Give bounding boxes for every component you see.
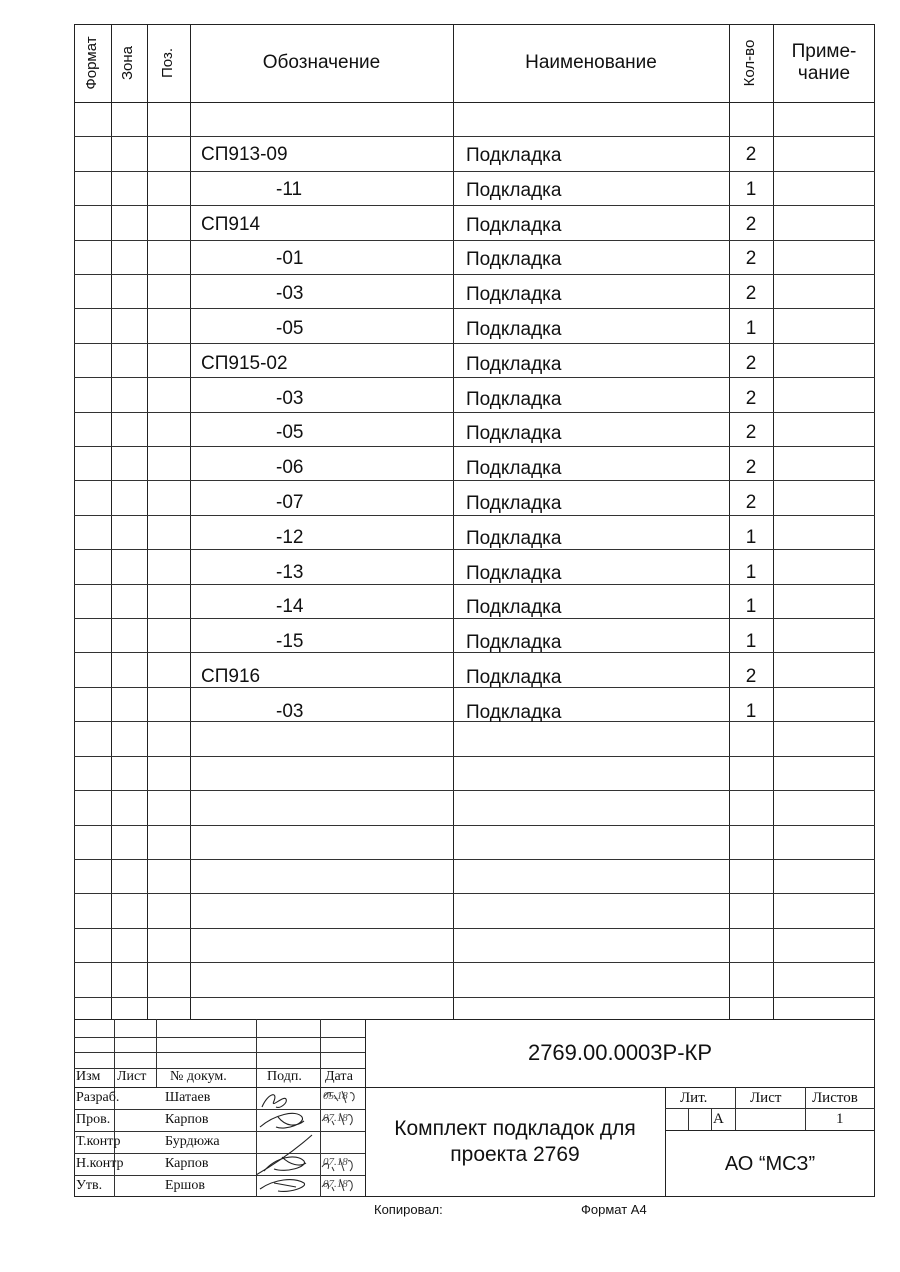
row-name: Подкладка <box>466 389 562 410</box>
tb-col-list: Лист <box>117 1069 147 1084</box>
row-name: Подкладка <box>466 180 562 201</box>
document-title-line2: проекта 2769 <box>450 1143 580 1166</box>
row-name: Подкладка <box>466 702 562 723</box>
footer-copied: Копировал: <box>374 1202 443 1217</box>
tb-line <box>665 1108 875 1109</box>
row-qty: 2 <box>745 388 757 409</box>
col-line <box>190 24 191 1019</box>
document-title-line1: Комплект подкладок для <box>394 1117 636 1140</box>
tb-col-sign: Подп. <box>267 1069 302 1084</box>
signature-scribble <box>260 1113 304 1128</box>
header-note <box>773 24 875 102</box>
signature-strike <box>256 1135 312 1197</box>
tb-col-doc: № докум. <box>170 1069 227 1084</box>
row-qty: 2 <box>745 248 757 269</box>
sheets-label: Листов <box>812 1090 858 1106</box>
row-designation: СП913-09 <box>201 144 288 165</box>
approval-date: 07.18 <box>323 1178 348 1190</box>
approval-role: Разраб. <box>76 1090 120 1105</box>
row-line <box>74 790 875 791</box>
lit-label: Лит. <box>680 1090 708 1106</box>
row-name: Подкладка <box>466 284 562 305</box>
header-zone: Зона <box>119 45 136 81</box>
header-note-line2: чание <box>797 63 851 84</box>
row-line <box>74 446 875 447</box>
row-qty: 1 <box>745 701 757 722</box>
row-name: Подкладка <box>466 563 562 584</box>
row-name: Подкладка <box>466 215 562 236</box>
row-line <box>74 756 875 757</box>
approval-person: Бурдюжа <box>165 1134 220 1149</box>
row-name: Подкладка <box>466 667 562 688</box>
row-designation: -06 <box>276 457 304 478</box>
document-title <box>365 1116 665 1168</box>
row-line <box>74 825 875 826</box>
row-name: Подкладка <box>466 632 562 653</box>
row-designation: -11 <box>276 179 303 200</box>
approval-role: Т.контр <box>76 1134 121 1149</box>
row-line <box>74 343 875 344</box>
row-name: Подкладка <box>466 528 562 549</box>
signature-scribble <box>262 1095 286 1108</box>
row-line <box>74 515 875 516</box>
row-designation: -07 <box>276 492 304 513</box>
row-qty: 2 <box>745 353 757 374</box>
approval-role: Утв. <box>76 1178 103 1193</box>
header-qty: Кол-во <box>741 39 758 87</box>
col-line <box>147 24 148 1019</box>
row-qty: 2 <box>745 666 757 687</box>
row-name: Подкладка <box>466 354 562 375</box>
row-line <box>74 962 875 963</box>
row-designation: СП915-02 <box>201 353 288 374</box>
sheet-label: Лист <box>750 1090 782 1106</box>
tb-line <box>665 1130 875 1131</box>
tb-line <box>74 1037 365 1038</box>
approval-role: Н.контр <box>76 1156 124 1171</box>
tb-line <box>156 1019 157 1087</box>
signatures <box>256 1087 366 1197</box>
header-designation: Обозначение <box>262 52 381 73</box>
row-designation: -03 <box>276 283 304 304</box>
row-qty: 2 <box>745 214 757 235</box>
row-designation: -15 <box>276 631 304 652</box>
approval-person: Карпов <box>165 1112 209 1127</box>
tb-line <box>665 1087 666 1197</box>
row-line <box>74 997 875 998</box>
tb-line <box>735 1087 736 1130</box>
approval-role: Пров. <box>76 1112 111 1127</box>
row-qty: 1 <box>745 562 757 583</box>
row-name: Подкладка <box>466 423 562 444</box>
company-name: АО “МСЗ” <box>724 1153 816 1175</box>
row-designation: СП916 <box>201 666 261 687</box>
tb-line <box>688 1108 689 1130</box>
row-qty: 2 <box>745 283 757 304</box>
row-line <box>74 240 875 241</box>
row-designation: -13 <box>276 562 304 583</box>
header-note-line1: Приме- <box>791 41 857 62</box>
row-line <box>74 412 875 413</box>
row-qty: 2 <box>745 422 757 443</box>
header-divider <box>74 102 875 103</box>
sheets-value: 1 <box>836 1111 844 1127</box>
row-qty: 2 <box>745 457 757 478</box>
tb-line <box>74 1052 365 1053</box>
document-code: 2769.00.0003Р-КР <box>527 1040 713 1065</box>
tb-line <box>711 1108 712 1130</box>
row-qty: 1 <box>745 527 757 548</box>
row-line <box>74 859 875 860</box>
row-designation: -01 <box>276 248 304 269</box>
row-qty: 2 <box>745 492 757 513</box>
row-qty: 1 <box>745 318 757 339</box>
tb-col-izm: Изм <box>76 1069 101 1084</box>
header-pos: Поз. <box>159 48 176 78</box>
row-name: Подкладка <box>466 458 562 479</box>
approval-date: 07.18 <box>323 1112 348 1124</box>
tb-line <box>74 1087 875 1088</box>
row-name: Подкладка <box>466 145 562 166</box>
approval-person: Шатаев <box>165 1090 211 1105</box>
approval-date: 05.18 <box>323 1090 348 1102</box>
title-block-top <box>74 1019 875 1020</box>
header-name: Наименование <box>525 52 657 73</box>
row-name: Подкладка <box>466 493 562 514</box>
date-scribble <box>324 1091 354 1103</box>
row-line <box>74 205 875 206</box>
row-designation: -14 <box>276 596 304 617</box>
date-scribble <box>322 1159 352 1171</box>
tb-col-date: Дата <box>325 1069 353 1084</box>
row-qty: 2 <box>745 144 757 165</box>
col-line <box>729 24 730 1019</box>
row-name: Подкладка <box>466 249 562 270</box>
row-designation: -03 <box>276 701 304 722</box>
row-line <box>74 480 875 481</box>
row-line <box>74 308 875 309</box>
row-line <box>74 136 875 137</box>
approval-date: 07.18 <box>323 1156 348 1168</box>
row-designation: -03 <box>276 388 304 409</box>
header-format: Формат <box>83 36 100 90</box>
row-designation: -12 <box>276 527 304 548</box>
row-qty: 1 <box>745 631 757 652</box>
col-line <box>773 24 774 1019</box>
row-line <box>74 893 875 894</box>
row-qty: 1 <box>745 179 757 200</box>
approval-person: Карпов <box>165 1156 209 1171</box>
signature-scribble <box>260 1180 305 1192</box>
row-line <box>74 274 875 275</box>
row-qty: 1 <box>745 596 757 617</box>
row-name: Подкладка <box>466 597 562 618</box>
date-scribble <box>322 1113 352 1125</box>
row-name: Подкладка <box>466 319 562 340</box>
row-line <box>74 171 875 172</box>
row-designation: -05 <box>276 318 304 339</box>
tb-line <box>805 1087 806 1130</box>
footer-format: Формат А4 <box>581 1202 647 1217</box>
row-line <box>74 377 875 378</box>
date-scribble <box>322 1179 352 1191</box>
approval-person: Ершов <box>165 1178 205 1193</box>
signature-scribble <box>264 1157 306 1171</box>
row-designation: СП914 <box>201 214 261 235</box>
lit-value: А <box>713 1111 724 1127</box>
row-line <box>74 928 875 929</box>
col-line <box>453 24 454 1019</box>
row-designation: -05 <box>276 422 304 443</box>
col-line <box>111 24 112 1019</box>
